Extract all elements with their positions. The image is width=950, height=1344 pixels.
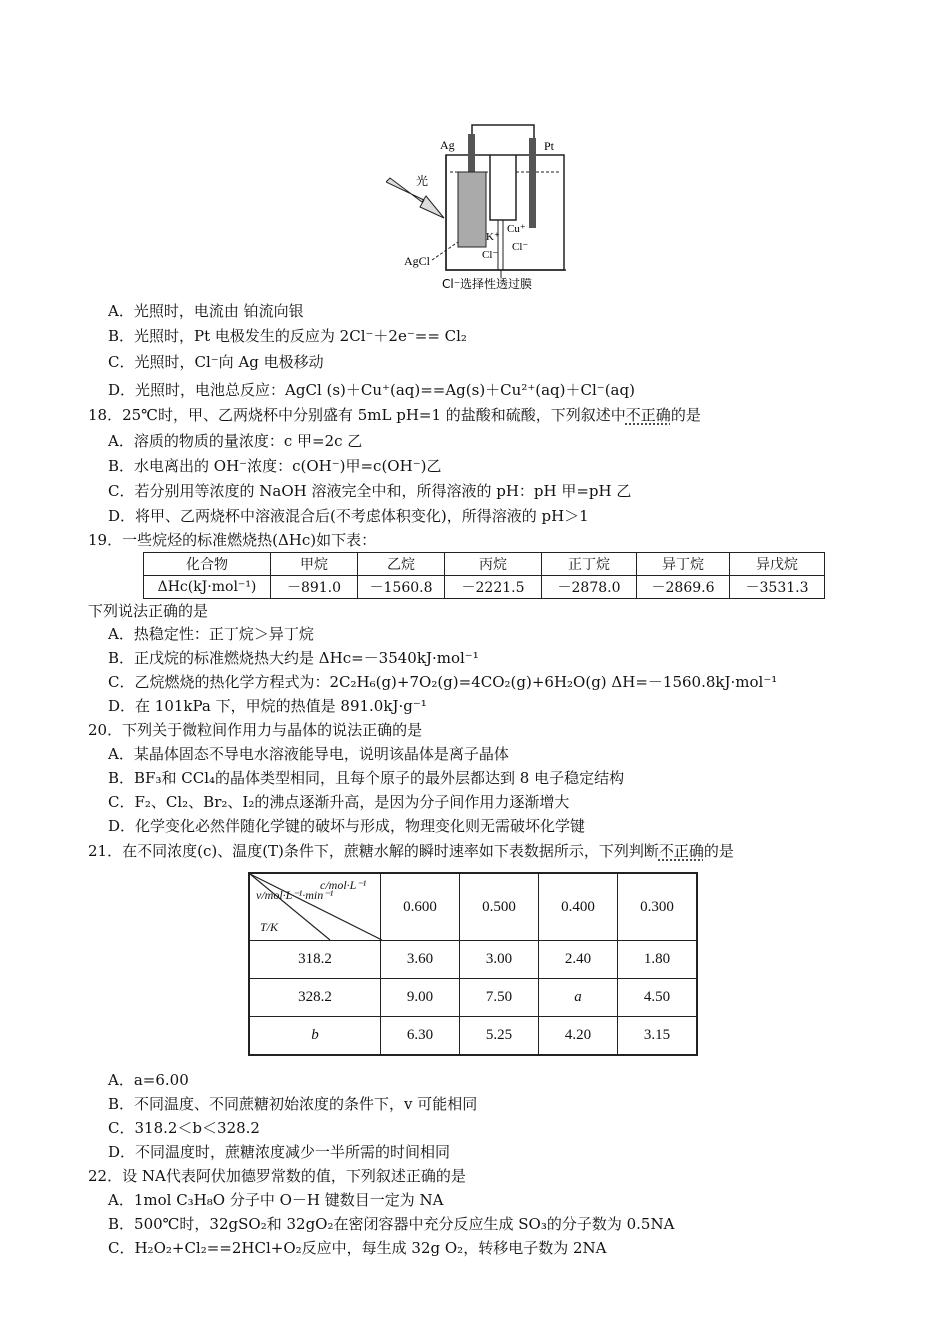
q22-option-c: C．H₂O₂+Cl₂==2HCl+O₂反应中，每生成 32g O₂，转移电子数为 2NA <box>108 1239 607 1257</box>
corner-v-label: v/mol·L⁻¹·min⁻¹ <box>256 888 334 902</box>
q20-option-c: C．F₂、Cl₂、Br₂、I₂的沸点逐渐升高，是因为分子间作用力逐渐增大 <box>108 793 570 811</box>
table-cell: －2878.0 <box>542 576 637 599</box>
cl-left-label: Cl⁻ <box>482 249 499 261</box>
corner-c-label: c/mol·L⁻¹ <box>320 878 367 892</box>
table-cell: 5.25 <box>460 1017 539 1055</box>
membrane-label: Cl⁻选择性透过膜 <box>442 277 533 291</box>
q19-option-a: A．热稳定性：正丁烷＞异丁烷 <box>108 625 314 643</box>
q20-stem: 20．下列关于微粒间作用力与晶体的说法正确的是 <box>88 721 423 739</box>
q20-option-a: A．某晶体固态不导电水溶液能导电，说明该晶体是离子晶体 <box>108 745 509 763</box>
table-cell: 甲烷 <box>271 553 358 576</box>
table-cell: 3.60 <box>381 941 460 979</box>
cu-ion-label: Cu⁺ <box>507 223 526 235</box>
table-cell: 4.50 <box>618 979 698 1017</box>
light-label: 光 <box>416 174 429 188</box>
q17-option-b: B．光照时，Pt 电极发生的反应为 2Cl⁻＋2e⁻== Cl₂ <box>108 327 467 345</box>
table-cell: 1.80 <box>618 941 698 979</box>
q17-option-a: A．光照时，电流由 铂流向银 <box>108 302 304 320</box>
cl-right-label: Cl⁻ <box>512 241 529 253</box>
table-cell: 丙烷 <box>445 553 542 576</box>
q20-option-b: B．BF₃和 CCl₄的晶体类型相同，且每个原子的最外层都达到 8 电子稳定结构 <box>108 769 625 787</box>
q21-option-d: D．不同温度时，蔗糖浓度减少一半所需的时间相同 <box>108 1143 451 1161</box>
q19-after: 下列说法正确的是 <box>88 602 209 620</box>
table-cell: －3531.3 <box>730 576 825 599</box>
k-ion-label: K⁺ <box>486 231 500 243</box>
pt-label: Pt <box>544 139 555 153</box>
table-cell: －2869.6 <box>637 576 730 599</box>
table-cell: 4.20 <box>539 1017 618 1055</box>
table-cell: 328.2 <box>249 979 381 1017</box>
table-cell: －891.0 <box>271 576 358 599</box>
table-cell: －2221.5 <box>445 576 542 599</box>
corner-t-label: T/K <box>260 920 279 934</box>
table-cell: 0.600 <box>381 873 460 941</box>
table-cell: 0.400 <box>539 873 618 941</box>
table-row <box>249 941 697 979</box>
table-cell: 3.15 <box>618 1017 698 1055</box>
table-cell: 异丁烷 <box>637 553 730 576</box>
q21-option-c: C．318.2＜b＜328.2 <box>108 1119 260 1137</box>
agcl-label: AgCl <box>404 254 431 268</box>
q19-stem: 19．一些烷烃的标准燃烧热(ΔHc)如下表： <box>88 531 377 549</box>
q22-option-a: A．1mol C₃H₈O 分子中 O－H 键数目一定为 NA <box>108 1191 444 1209</box>
q21-option-a: A．a=6.00 <box>108 1071 189 1089</box>
table-cell: a <box>539 979 618 1017</box>
q21-stem: 21．在不同浓度(c)、温度(T)条件下，蔗糖水解的瞬时速率如下表数据所示，下列判断不正确的是 <box>88 842 734 860</box>
table-cell: 9.00 <box>381 979 460 1017</box>
table-cell: －1560.8 <box>358 576 445 599</box>
table-row <box>249 979 697 1017</box>
q17-option-c: C．光照时，Cl⁻向 Ag 电极移动 <box>108 353 324 371</box>
table-row <box>249 1017 697 1055</box>
q18-stem: 18．25℃时，甲、乙两烧杯中分别盛有 5mL pH=1 的盐酸和硫酸，下列叙述中不正确的是 <box>88 406 701 424</box>
table-cell: 乙烷 <box>358 553 445 576</box>
table-cell: 2.40 <box>539 941 618 979</box>
sucrose-rate-table <box>248 872 698 1056</box>
table-cell: 0.500 <box>460 873 539 941</box>
q18-option-b: B．水电离出的 OH⁻浓度：c(OH⁻)甲=c(OH⁻)乙 <box>108 457 442 475</box>
table-cell: ΔHc(kJ·mol⁻¹) <box>144 576 271 599</box>
table-cell: 6.30 <box>381 1017 460 1055</box>
table-cell: 异戊烷 <box>730 553 825 576</box>
q19-option-d: D．在 101kPa 下，甲烷的热值是 891.0kJ·g⁻¹ <box>108 697 427 715</box>
table-cell: 0.300 <box>618 873 698 941</box>
q19-option-c: C．乙烷燃烧的热化学方程式为：2C₂H₆(g)+7O₂(g)=4CO₂(g)+6H₂O(g) ΔH=－1560.8kJ·mol⁻¹ <box>108 673 778 691</box>
table-cell: 化合物 <box>144 553 271 576</box>
table-cell: 7.50 <box>460 979 539 1017</box>
q18-option-a: A．溶质的物质的量浓度：c 甲=2c 乙 <box>108 432 363 450</box>
table-header-row <box>249 873 697 941</box>
table-row <box>144 576 825 599</box>
combustion-heat-table <box>143 552 825 599</box>
table-cell: 318.2 <box>249 941 381 979</box>
q18-option-d: D．将甲、乙两烧杯中溶液混合后(不考虑体积变化)，所得溶液的 pH＞1 <box>108 507 589 525</box>
q22-stem: 22．设 NA代表阿伏加德罗常数的值，下列叙述正确的是 <box>88 1167 466 1185</box>
q19-option-b: B．正戊烷的标准燃烧热大约是 ΔHc=－3540kJ·mol⁻¹ <box>108 649 479 667</box>
q17-option-d: D．光照时，电池总反应：AgCl (s)＋Cu⁺(aq)==Ag(s)＋Cu²⁺(aq)＋Cl⁻(aq) <box>108 381 635 399</box>
q20-option-d: D．化学变化必然伴随化学键的破坏与形成，物理变化则无需破坏化学键 <box>108 817 586 835</box>
diagonal-header-cell <box>249 873 381 941</box>
q22-option-b: B．500℃时，32gSO₂和 32gO₂在密闭容器中充分反应生成 SO₃的分子数为 0.5NA <box>108 1215 675 1233</box>
table-header-row <box>144 553 825 576</box>
table-cell: 3.00 <box>460 941 539 979</box>
ag-label: Ag <box>440 138 455 152</box>
table-cell: 正丁烷 <box>542 553 637 576</box>
table-cell: b <box>249 1017 381 1055</box>
electrolytic-cell-figure <box>386 120 566 295</box>
q18-option-c: C．若分别用等浓度的 NaOH 溶液完全中和，所得溶液的 pH：pH 甲=pH 乙 <box>108 482 632 500</box>
q21-option-b: B．不同温度、不同蔗糖初始浓度的条件下，v 可能相同 <box>108 1095 478 1113</box>
